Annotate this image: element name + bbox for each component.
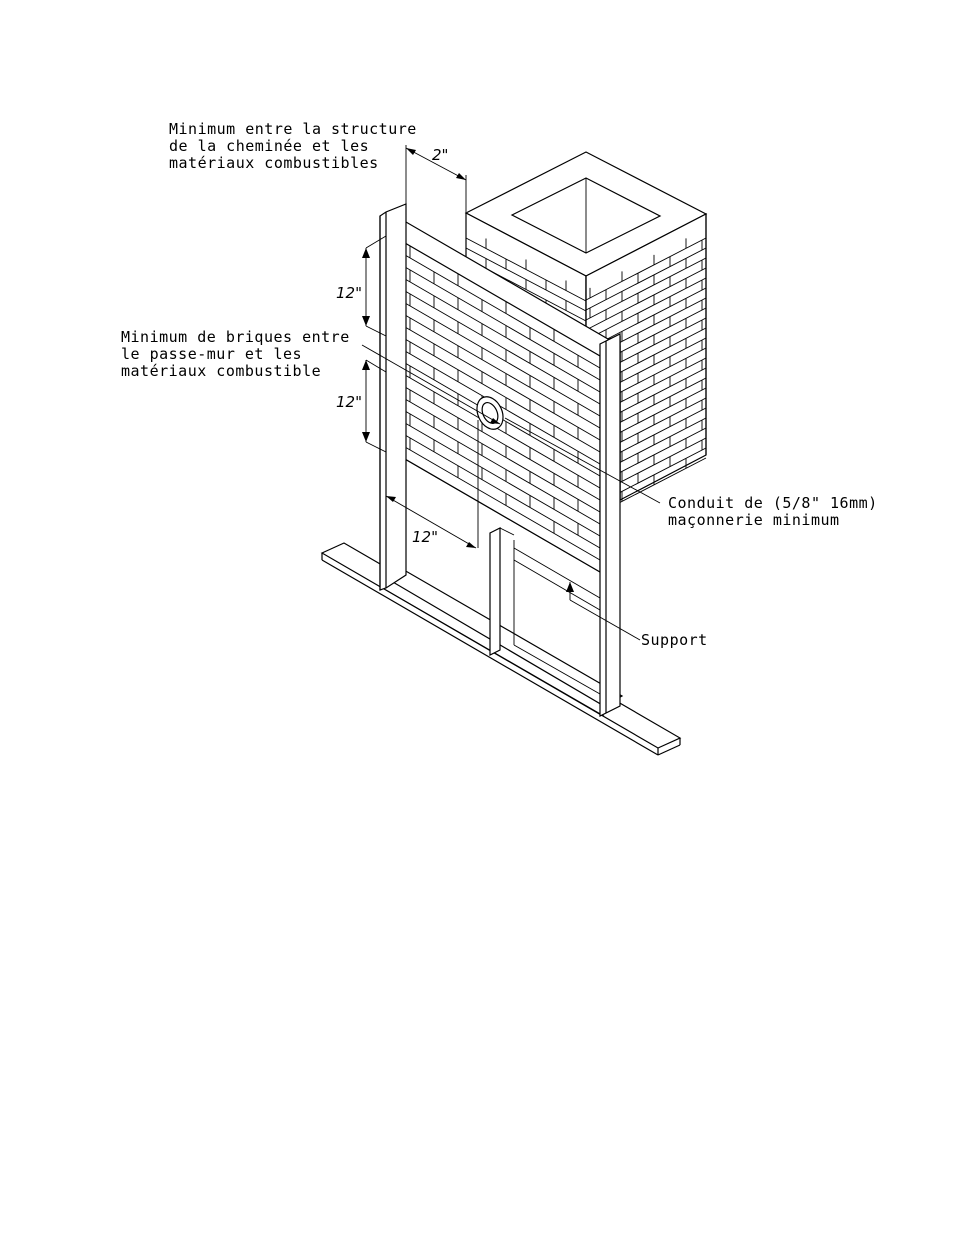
clearance-label-line2: de la cheminée et les [169,137,370,155]
clearance-label-line3: matériaux combustibles [169,154,379,172]
annotation-conduit [668,494,878,529]
dimension-lower-vertical [336,360,386,452]
dimension-upper-vertical-label: 12" [336,284,362,302]
clearance-label-line1: Minimum entre la structure [169,120,417,138]
brick-label-line1: Minimum de briques entre [121,328,350,346]
dimension-upper-vertical [336,236,386,336]
brick-label-line2: le passe-mur et les [121,345,303,363]
dimension-top-gap [406,145,466,212]
conduit-label-line1: Conduit de (5/8" 16mm) [668,494,878,512]
annotation-brick-minimum [121,328,350,380]
conduit-label-line2: maçonnerie minimum [668,511,840,529]
brick-label-line3: matériaux combustible [121,362,322,380]
floor-beam [322,543,680,755]
dimension-top-gap-label: 2" [432,146,449,164]
dimension-horizontal-label: 12" [412,528,438,546]
annotation-support [641,631,708,649]
annotation-clearance [169,120,417,172]
dimension-lower-vertical-label: 12" [336,393,362,411]
support-label: Support [641,631,708,649]
